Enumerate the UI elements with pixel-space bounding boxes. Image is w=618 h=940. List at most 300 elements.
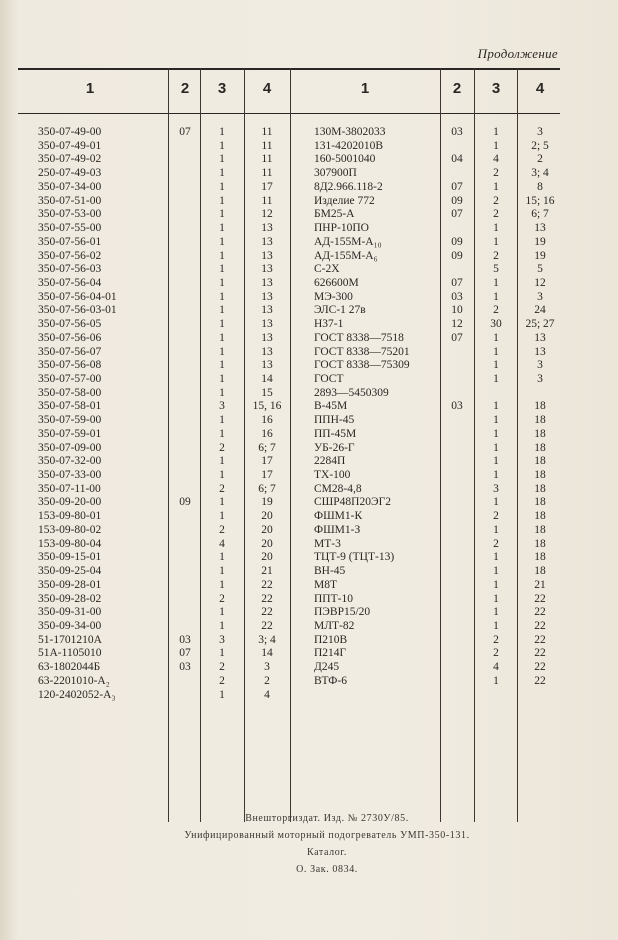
right-quantity: 1 bbox=[493, 578, 499, 591]
right-quantity: 30 bbox=[490, 318, 502, 331]
right-part-number: ГОСТ 8338—7518 bbox=[314, 331, 404, 344]
right-part-number: В-45М bbox=[314, 400, 348, 413]
table-row bbox=[0, 510, 618, 523]
right-quantity: 1 bbox=[493, 455, 499, 468]
right-part-number: ПЭВР15/20 bbox=[314, 606, 371, 619]
left-figure-ref: 13 bbox=[261, 290, 273, 303]
table-row bbox=[0, 359, 618, 372]
right-quantity: 1 bbox=[493, 592, 499, 605]
right-part-number: П214Г bbox=[314, 647, 347, 660]
table-row bbox=[0, 675, 618, 688]
left-part-number: 63-1802044Б bbox=[38, 661, 101, 674]
column-header-left-1: 1 bbox=[85, 80, 95, 97]
right-part-number: СШР48П20ЭГ2 bbox=[314, 496, 391, 509]
left-figure-ref: 11 bbox=[261, 194, 273, 207]
right-group-code: 03 bbox=[451, 126, 463, 138]
right-quantity: 1 bbox=[493, 469, 499, 481]
left-figure-ref: 13 bbox=[261, 331, 273, 344]
table-row bbox=[0, 263, 618, 276]
left-quantity: 1 bbox=[219, 551, 225, 564]
left-part-number: 350-09-34-00 bbox=[38, 619, 102, 632]
left-figure-ref: 17 bbox=[261, 455, 273, 468]
left-figure-ref: 4 bbox=[264, 688, 270, 701]
left-group-code: 07 bbox=[179, 647, 191, 660]
left-part-number: 350-09-31-00 bbox=[38, 606, 102, 619]
right-part-number: АД-155М-А₁₀ bbox=[314, 235, 382, 248]
table-row bbox=[0, 208, 618, 221]
right-figure-ref: 18 bbox=[534, 400, 546, 413]
right-figure-ref: 22 bbox=[534, 661, 546, 674]
table-row bbox=[0, 606, 618, 619]
right-group-code: 09 bbox=[451, 235, 463, 248]
left-quantity: 1 bbox=[219, 455, 225, 468]
column-header-right-1: 1 bbox=[360, 80, 370, 97]
right-figure-ref: 22 bbox=[534, 674, 546, 687]
left-figure-ref: 19 bbox=[261, 496, 273, 509]
left-figure-ref: 11 bbox=[261, 126, 273, 138]
left-part-number: 51А-1105010 bbox=[38, 647, 102, 660]
left-part-number: 350-09-20-00 bbox=[38, 496, 102, 509]
left-group-code: 09 bbox=[179, 496, 191, 509]
right-part-number: УБ-26-Г bbox=[314, 441, 355, 454]
left-quantity: 2 bbox=[219, 661, 225, 674]
right-quantity: 2 bbox=[493, 194, 499, 207]
table-row bbox=[0, 579, 618, 592]
left-quantity: 1 bbox=[219, 565, 225, 577]
right-figure-ref: 18 bbox=[534, 523, 546, 536]
right-quantity: 1 bbox=[493, 551, 499, 564]
left-quantity: 3 bbox=[219, 633, 225, 646]
left-part-number: 350-07-09-00 bbox=[38, 441, 102, 454]
right-group-code: 03 bbox=[451, 290, 463, 303]
left-quantity: 1 bbox=[219, 469, 225, 481]
left-quantity: 4 bbox=[219, 537, 225, 550]
left-figure-ref: 14 bbox=[261, 647, 273, 660]
left-figure-ref: 22 bbox=[261, 606, 273, 619]
left-part-number: 350-07-58-01 bbox=[38, 400, 102, 413]
continuation-label: Продолжение bbox=[477, 46, 558, 61]
left-quantity: 1 bbox=[219, 194, 225, 207]
left-part-number: 350-07-56-03 bbox=[38, 263, 102, 276]
left-part-number: 350-07-56-04 bbox=[38, 276, 102, 289]
table-row bbox=[0, 167, 618, 180]
left-quantity: 1 bbox=[219, 263, 225, 276]
right-quantity: 4 bbox=[493, 153, 499, 166]
left-part-number: 350-07-56-04-01 bbox=[38, 290, 117, 303]
right-figure-ref: 18 bbox=[534, 441, 546, 454]
right-figure-ref: 22 bbox=[534, 633, 546, 646]
right-part-number: АД-155М-А₆ bbox=[314, 249, 378, 262]
right-part-number: Изделие 772 bbox=[314, 194, 375, 207]
left-part-number: 51-1701210А bbox=[38, 633, 102, 646]
right-part-number: МЭ-300 bbox=[314, 290, 353, 303]
left-figure-ref: 6; 7 bbox=[258, 482, 276, 495]
table-row bbox=[0, 538, 618, 551]
right-figure-ref: 13 bbox=[534, 222, 546, 234]
right-quantity: 2 bbox=[493, 537, 499, 550]
left-part-number: 350-07-34-00 bbox=[38, 180, 102, 193]
right-group-code: 09 bbox=[451, 194, 463, 207]
left-figure-ref: 22 bbox=[261, 619, 273, 632]
right-part-number: ГОСТ 8338—75309 bbox=[314, 359, 410, 372]
left-part-number: 350-07-55-00 bbox=[38, 222, 102, 234]
right-quantity: 1 bbox=[493, 139, 499, 152]
left-part-number: 350-07-56-02 bbox=[38, 249, 102, 262]
left-figure-ref: 13 bbox=[261, 276, 273, 289]
table-row bbox=[0, 291, 618, 304]
right-quantity: 1 bbox=[493, 222, 499, 234]
left-part-number: 350-07-57-00 bbox=[38, 373, 102, 385]
right-part-number: ГОСТ bbox=[314, 373, 344, 385]
right-quantity: 1 bbox=[493, 441, 499, 454]
right-quantity: 1 bbox=[493, 619, 499, 632]
table-row bbox=[0, 414, 618, 427]
left-quantity: 1 bbox=[219, 318, 225, 331]
table-row bbox=[0, 195, 618, 208]
left-figure-ref: 13 bbox=[261, 359, 273, 372]
left-quantity: 2 bbox=[219, 674, 225, 687]
table-row bbox=[0, 593, 618, 606]
right-quantity: 1 bbox=[493, 427, 499, 440]
right-figure-ref: 21 bbox=[534, 578, 546, 591]
left-group-code: 03 bbox=[179, 661, 191, 674]
left-part-number: 350-07-58-00 bbox=[38, 386, 102, 399]
table-row bbox=[0, 346, 618, 359]
left-quantity: 1 bbox=[219, 222, 225, 234]
left-part-number: 350-09-15-01 bbox=[38, 551, 102, 564]
left-figure-ref: 16 bbox=[261, 414, 273, 427]
left-quantity: 1 bbox=[219, 606, 225, 619]
left-part-number: 350-07-49-00 bbox=[38, 126, 102, 138]
left-figure-ref: 13 bbox=[261, 235, 273, 248]
left-figure-ref: 13 bbox=[261, 249, 273, 262]
left-quantity: 1 bbox=[219, 304, 225, 317]
right-figure-ref: 18 bbox=[534, 551, 546, 564]
table-row bbox=[0, 304, 618, 317]
right-group-code: 07 bbox=[451, 208, 463, 221]
right-part-number: ТЦТ-9 (ТЦТ-13) bbox=[314, 551, 395, 564]
right-figure-ref: 3 bbox=[537, 126, 543, 138]
left-figure-ref: 16 bbox=[261, 427, 273, 440]
right-figure-ref: 3 bbox=[537, 373, 543, 385]
left-quantity: 3 bbox=[219, 400, 225, 413]
right-part-number: ТХ-100 bbox=[314, 469, 351, 481]
left-group-code: 07 bbox=[179, 126, 191, 138]
right-part-number: П210В bbox=[314, 633, 348, 646]
right-figure-ref: 12 bbox=[534, 276, 546, 289]
left-figure-ref: 20 bbox=[261, 537, 273, 550]
right-part-number: ППН-45 bbox=[314, 414, 355, 427]
left-figure-ref: 22 bbox=[261, 578, 273, 591]
left-part-number: 350-07-51-00 bbox=[38, 194, 102, 207]
right-part-number: СМ28-4,8 bbox=[314, 482, 362, 495]
right-figure-ref: 2 bbox=[537, 153, 543, 166]
table-row bbox=[0, 332, 618, 345]
left-part-number: 120-2402052-А₃ bbox=[38, 688, 116, 701]
left-figure-ref: 3; 4 bbox=[258, 633, 276, 646]
table-row bbox=[0, 551, 618, 564]
left-part-number: 350-07-56-03-01 bbox=[38, 304, 117, 317]
right-part-number: ВТФ-6 bbox=[314, 674, 347, 687]
left-quantity: 2 bbox=[219, 441, 225, 454]
left-figure-ref: 13 bbox=[261, 263, 273, 276]
left-part-number: 350-09-28-01 bbox=[38, 578, 102, 591]
left-figure-ref: 20 bbox=[261, 523, 273, 536]
right-part-number: 8Д2.966.118-2 bbox=[314, 180, 383, 193]
left-quantity: 1 bbox=[219, 619, 225, 632]
table-row bbox=[0, 647, 618, 660]
right-part-number: ППТ-10 bbox=[314, 592, 353, 605]
right-part-number: 131-4202010В bbox=[314, 139, 383, 152]
right-part-number: ГОСТ 8338—75201 bbox=[314, 345, 410, 358]
table-row bbox=[0, 689, 618, 702]
imprint-title: Унифицированный моторный подогреватель УМП-350-131. bbox=[184, 830, 470, 841]
table-row bbox=[0, 318, 618, 331]
right-figure-ref: 15; 16 bbox=[525, 194, 555, 207]
right-figure-ref: 13 bbox=[534, 345, 546, 358]
right-figure-ref: 19 bbox=[534, 249, 546, 262]
right-part-number: 130М-3802033 bbox=[314, 126, 386, 138]
imprint-order: О. Зак. 0834. bbox=[296, 864, 358, 875]
left-figure-ref: 3 bbox=[264, 661, 270, 674]
left-figure-ref: 12 bbox=[261, 208, 273, 221]
left-quantity: 1 bbox=[219, 688, 225, 701]
right-quantity: 1 bbox=[493, 276, 499, 289]
left-quantity: 1 bbox=[219, 167, 225, 180]
table-row bbox=[0, 400, 618, 413]
left-figure-ref: 15, 16 bbox=[252, 400, 282, 413]
table-row bbox=[0, 153, 618, 166]
left-part-number: 250-07-49-03 bbox=[38, 167, 102, 180]
right-quantity: 3 bbox=[493, 482, 499, 495]
left-part-number: 153-09-80-01 bbox=[38, 510, 102, 523]
right-quantity: 2 bbox=[493, 633, 499, 646]
left-quantity: 1 bbox=[219, 496, 225, 509]
right-figure-ref: 18 bbox=[534, 482, 546, 495]
table-row bbox=[0, 181, 618, 194]
left-part-number: 350-07-56-01 bbox=[38, 235, 102, 248]
column-header-right-2: 2 bbox=[452, 80, 462, 97]
left-part-number: 350-07-59-01 bbox=[38, 427, 102, 440]
right-figure-ref: 18 bbox=[534, 414, 546, 427]
left-figure-ref: 11 bbox=[261, 153, 273, 166]
right-figure-ref: 18 bbox=[534, 537, 546, 550]
right-figure-ref: 22 bbox=[534, 592, 546, 605]
right-part-number: 626600М bbox=[314, 276, 359, 289]
left-quantity: 1 bbox=[219, 290, 225, 303]
right-figure-ref: 18 bbox=[534, 469, 546, 481]
right-figure-ref: 18 bbox=[534, 565, 546, 577]
left-quantity: 1 bbox=[219, 208, 225, 221]
left-figure-ref: 14 bbox=[261, 373, 273, 385]
column-header-left-2: 2 bbox=[180, 80, 190, 97]
right-quantity: 1 bbox=[493, 180, 499, 193]
table-row bbox=[0, 140, 618, 153]
left-quantity: 1 bbox=[219, 235, 225, 248]
table-row bbox=[0, 620, 618, 633]
right-group-code: 12 bbox=[451, 318, 463, 331]
left-quantity: 1 bbox=[219, 647, 225, 660]
left-part-number: 153-09-80-04 bbox=[38, 537, 102, 550]
right-group-code: 07 bbox=[451, 331, 463, 344]
left-part-number: 350-07-49-01 bbox=[38, 139, 102, 152]
left-figure-ref: 17 bbox=[261, 469, 273, 481]
right-figure-ref: 18 bbox=[534, 510, 546, 523]
imprint-publisher: Внешторгиздат. Изд. № 2730У/85. bbox=[245, 813, 409, 824]
left-figure-ref: 13 bbox=[261, 304, 273, 317]
right-quantity: 1 bbox=[493, 290, 499, 303]
left-quantity: 2 bbox=[219, 592, 225, 605]
right-quantity: 1 bbox=[493, 235, 499, 248]
right-quantity: 2 bbox=[493, 249, 499, 262]
right-quantity: 1 bbox=[493, 523, 499, 536]
right-group-code: 09 bbox=[451, 249, 463, 262]
column-header-right-4: 4 bbox=[535, 80, 545, 97]
left-quantity: 1 bbox=[219, 414, 225, 427]
right-quantity: 1 bbox=[493, 674, 499, 687]
left-figure-ref: 2 bbox=[264, 674, 270, 687]
right-part-number: МЛТ-82 bbox=[314, 619, 355, 632]
right-quantity: 2 bbox=[493, 510, 499, 523]
table-top-rule bbox=[18, 68, 560, 70]
right-quantity: 1 bbox=[493, 126, 499, 138]
table-row bbox=[0, 469, 618, 482]
left-part-number: 350-07-56-08 bbox=[38, 359, 102, 372]
left-quantity: 1 bbox=[219, 345, 225, 358]
right-figure-ref: 22 bbox=[534, 606, 546, 619]
right-figure-ref: 6; 7 bbox=[531, 208, 549, 221]
column-header-right-3: 3 bbox=[491, 80, 501, 97]
right-quantity: 1 bbox=[493, 565, 499, 577]
imprint-catalog: Каталог. bbox=[306, 847, 347, 858]
left-quantity: 1 bbox=[219, 359, 225, 372]
right-quantity: 1 bbox=[493, 345, 499, 358]
right-part-number: С-2Х bbox=[314, 263, 340, 276]
right-figure-ref: 3 bbox=[537, 290, 543, 303]
left-quantity: 1 bbox=[219, 180, 225, 193]
right-figure-ref: 13 bbox=[534, 331, 546, 344]
left-figure-ref: 11 bbox=[261, 167, 273, 180]
table-row bbox=[0, 387, 618, 400]
right-part-number: ФШМ1-К bbox=[314, 510, 363, 523]
left-part-number: 350-07-59-00 bbox=[38, 414, 102, 427]
right-figure-ref: 18 bbox=[534, 455, 546, 468]
left-part-number: 350-09-25-04 bbox=[38, 565, 102, 577]
left-figure-ref: 15 bbox=[261, 386, 273, 399]
left-figure-ref: 13 bbox=[261, 222, 273, 234]
left-quantity: 2 bbox=[219, 482, 225, 495]
right-figure-ref: 22 bbox=[534, 619, 546, 632]
left-quantity: 1 bbox=[219, 249, 225, 262]
table-header-rule bbox=[18, 113, 560, 114]
right-part-number: ПНР-10ПО bbox=[314, 222, 369, 234]
column-header-left-3: 3 bbox=[217, 80, 227, 97]
right-quantity: 2 bbox=[493, 647, 499, 660]
right-quantity: 1 bbox=[493, 373, 499, 385]
right-part-number: М8Т bbox=[314, 578, 337, 591]
right-quantity: 1 bbox=[493, 400, 499, 413]
right-part-number: Н37-1 bbox=[314, 318, 344, 331]
left-figure-ref: 20 bbox=[261, 510, 273, 523]
left-figure-ref: 17 bbox=[261, 180, 273, 193]
table-row bbox=[0, 634, 618, 647]
table-row bbox=[0, 483, 618, 496]
right-quantity: 1 bbox=[493, 496, 499, 509]
left-quantity: 1 bbox=[219, 153, 225, 166]
left-quantity: 1 bbox=[219, 331, 225, 344]
right-figure-ref: 25; 27 bbox=[525, 318, 555, 331]
right-part-number: МТ-3 bbox=[314, 537, 341, 550]
left-figure-ref: 11 bbox=[261, 139, 273, 152]
left-part-number: 153-09-80-02 bbox=[38, 523, 102, 536]
left-quantity: 2 bbox=[219, 523, 225, 536]
left-part-number: 350-07-56-06 bbox=[38, 331, 102, 344]
left-part-number: 350-07-56-07 bbox=[38, 345, 102, 358]
table-row bbox=[0, 126, 618, 139]
right-figure-ref: 3 bbox=[537, 359, 543, 372]
left-quantity: 1 bbox=[219, 373, 225, 385]
left-part-number: 350-07-49-02 bbox=[38, 153, 102, 166]
right-group-code: 07 bbox=[451, 276, 463, 289]
right-part-number: БМ25-А bbox=[314, 208, 355, 221]
table-row bbox=[0, 222, 618, 235]
right-group-code: 10 bbox=[451, 304, 463, 317]
right-part-number: ЭЛС-1 27в bbox=[314, 304, 366, 317]
right-figure-ref: 8 bbox=[537, 180, 543, 193]
left-part-number: 350-09-28-02 bbox=[38, 592, 102, 605]
left-figure-ref: 21 bbox=[261, 565, 273, 577]
table-row bbox=[0, 524, 618, 537]
right-part-number: 2284П bbox=[314, 455, 346, 468]
left-quantity: 1 bbox=[219, 427, 225, 440]
table-row bbox=[0, 277, 618, 290]
left-part-number: 350-07-53-00 bbox=[38, 208, 102, 221]
left-figure-ref: 13 bbox=[261, 318, 273, 331]
left-figure-ref: 20 bbox=[261, 551, 273, 564]
column-header-left-4: 4 bbox=[262, 80, 272, 97]
right-part-number: ВН-45 bbox=[314, 565, 346, 577]
table-row bbox=[0, 373, 618, 386]
right-quantity: 2 bbox=[493, 304, 499, 317]
right-figure-ref: 3; 4 bbox=[531, 167, 549, 180]
left-quantity: 1 bbox=[219, 386, 225, 399]
right-quantity: 1 bbox=[493, 359, 499, 372]
table-row bbox=[0, 455, 618, 468]
left-quantity: 1 bbox=[219, 276, 225, 289]
left-figure-ref: 6; 7 bbox=[258, 441, 276, 454]
table-row bbox=[0, 428, 618, 441]
left-part-number: 350-07-33-00 bbox=[38, 469, 102, 481]
right-figure-ref: 5 bbox=[537, 263, 543, 276]
left-group-code: 03 bbox=[179, 633, 191, 646]
right-figure-ref: 22 bbox=[534, 647, 546, 660]
right-quantity: 5 bbox=[493, 263, 499, 276]
table-row bbox=[0, 236, 618, 249]
right-part-number: 307900П bbox=[314, 167, 357, 180]
left-part-number: 350-07-32-00 bbox=[38, 455, 102, 468]
right-part-number: 2893—5450309 bbox=[314, 386, 389, 399]
right-quantity: 4 bbox=[493, 661, 499, 674]
right-quantity: 1 bbox=[493, 606, 499, 619]
left-quantity: 1 bbox=[219, 578, 225, 591]
right-group-code: 07 bbox=[451, 180, 463, 193]
table-row bbox=[0, 442, 618, 455]
table-row bbox=[0, 496, 618, 509]
right-part-number: 160-5001040 bbox=[314, 153, 376, 166]
table-row bbox=[0, 661, 618, 674]
right-part-number: ФШМ1-З bbox=[314, 523, 361, 536]
right-quantity: 2 bbox=[493, 208, 499, 221]
